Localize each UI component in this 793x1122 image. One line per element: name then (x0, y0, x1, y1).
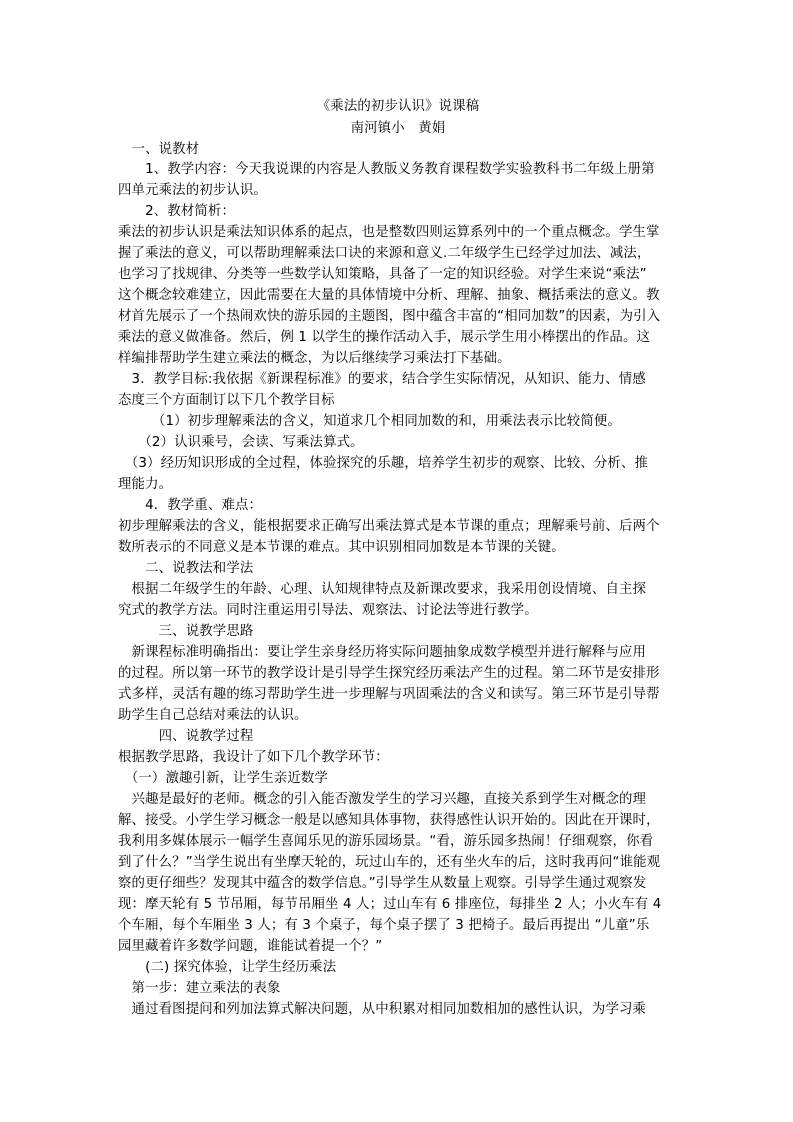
body-line: 材首先展示了一个热闹欢快的游乐园的主题图，图中蕴含丰富的“相同加数”的因素，为引入 (118, 309, 661, 324)
body-line: 式多样，灵活有趣的练习帮助学生进一步理解与巩固乘法的含义和读写。第三环节是引导帮 (118, 687, 660, 702)
body-line: 态度三个方面制订以下几个教学目标 (118, 393, 335, 408)
body-line: 解、接受。小学生学习概念一般是以感知具体事物，获得感性认识开始的。因此在开课时， (118, 813, 660, 828)
body-line: 1、教学内容：今天我说课的内容是人教版义务教育课程数学实验教科书二年级上册第 (118, 162, 655, 177)
body-line: 的过程。所以第一环节的教学设计是引导学生探究经历乘法产生的过程。第二环节是安排形 (118, 666, 660, 681)
body-line: 第一步：建立乘法的表象 (118, 981, 281, 996)
body-line: 园里藏着许多数学问题，谁能试着提一个？” (118, 939, 383, 954)
body-line: 4．教学重、难点： (118, 498, 263, 513)
body-line: 到了什么？”当学生说出有坐摩天轮的，玩过山车的，还有坐火车的后，这时我再问“谁能观 (118, 855, 661, 870)
body-line: 究式的教学方法。同时注重运用引导法、观察法、讨论法等进行教学。 (118, 603, 538, 618)
body-line: 兴趣是最好的老师。概念的引入能否激发学生的学习兴趣，直接关系到学生对概念的理 (118, 792, 647, 807)
body-line: 通过看图提问和列加法算式解决问题，从中积累对相同加数相加的感性认识，为学习乘 (118, 1002, 647, 1017)
body-line: 四、说教学过程 (118, 729, 254, 744)
body-line: 察的更仔细些？发现其中蕴含的数学信息。”引导学生从数量上观察。引导学生通过观察发 (118, 876, 647, 891)
body-line: 初步理解乘法的含义，能根据要求正确写出乘法算式是本节课的重点；理解乘号前、后两个 (118, 519, 660, 534)
body-line: 3．教学目标:我依据《新课程标准》的要求，结合学生实际情况，从知识、能力、情感 (118, 372, 646, 387)
body-line: 数所表示的不同意义是本节课的难点。其中识别相同加数是本节课的关键。 (118, 540, 565, 555)
body-line: 样编排帮助学生建立乘法的概念，为以后继续学习乘法打下基础。 (118, 351, 511, 366)
body-line: 新课程标准明确指出：要让学生亲身经历将实际问题抽象成数学模型并进行解释与应用 (118, 645, 647, 660)
body-line: 四单元乘法的初步认识。 (118, 183, 267, 198)
body-line: （1）初步理解乘法的含义，知道求几个相同加数的和，用乘法表示比较简便。 (118, 414, 621, 429)
body-line: 根据教学思路，我设计了如下几个教学环节： (118, 750, 389, 765)
body-line: (二) 探究体验，让学生经历乘法 (118, 960, 337, 975)
body-line: 握了乘法的意义，可以帮助理解乘法口诀的来源和意义.二年级学生已经学过加法、减法， (118, 246, 651, 261)
body-line: 三、说教学思路 (118, 624, 254, 639)
body-line: 理能力。 (118, 477, 173, 492)
body-line: （2）认识乘号，会读、写乘法算式。 (118, 435, 364, 450)
body-line: 根据二年级学生的年龄、心理、认知规律特点及新课改要求，我采用创设情境、自主探 (118, 582, 647, 597)
body-line: 乘法的初步认识是乘法知识体系的起点，也是整数四则运算系列中的一个重点概念。学生掌 (118, 225, 660, 240)
body-line: （3）经历知识形成的全过程，体验探究的乐趣，培养学生初步的观察、比较、分析、推 (118, 456, 649, 471)
document-title: 《乘法的初步认识》说课稿 (316, 99, 480, 114)
body-line: 个车厢，每个车厢坐 3 人；有 3 个桌子，每个桌子摆了 3 把椅子。最后再提出 “儿童”乐 (118, 918, 650, 933)
body-line: 这个概念较难建立，因此需要在大量的具体情境中分析、理解、抽象、概括乘法的意义。教 (118, 288, 660, 303)
body-line: 我利用多媒体展示一幅学生喜闻乐见的游乐园场景。“看，游乐园多热闹！仔细观察，你看 (118, 834, 654, 849)
body-line: 一、说教材 (118, 142, 200, 157)
body-line: 也学习了找规律、分类等一些数学认知策略，具备了一定的知识经验。对学生来说“乘法” (118, 267, 647, 282)
body-line: 助学生自己总结对乘法的认识。 (118, 708, 308, 723)
body-line: 二、说教法和学法 (118, 561, 254, 576)
body-line: 2、教材简析： (118, 204, 235, 219)
body-line: 乘法的意义做准备。然后，例 1 以学生的操作活动入手，展示学生用小棒摆出的作品。这 (118, 330, 651, 345)
body-line: （一）激趣引新，让学生亲近数学 (118, 771, 328, 786)
document-author: 南河镇小 黄娟 (350, 121, 446, 136)
body-line: 现：摩天轮有 5 节吊厢，每节吊厢坐 4 人；过山车有 6 排座位，每排坐 2 人；小火车有 4 (118, 897, 662, 912)
